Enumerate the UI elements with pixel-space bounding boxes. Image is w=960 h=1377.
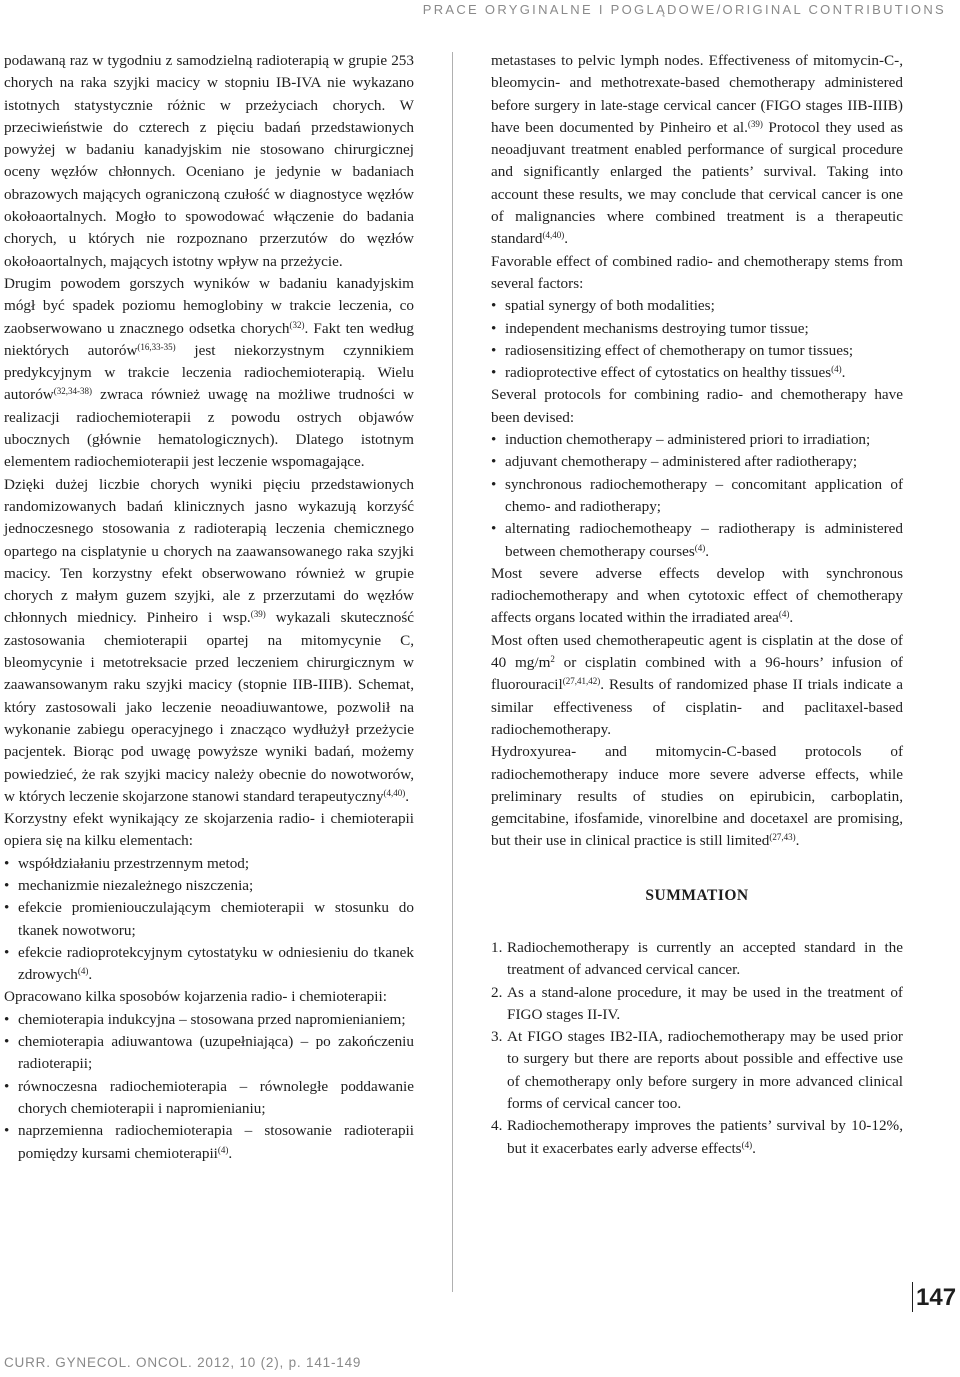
list-item: • radioprotective effect of cytostatics on healthy tissues$^{(4)}$. — [491, 362, 903, 384]
paragraph: Favorable effect of combined radio- and chemotherapy stems from several factors: — [491, 252, 903, 292]
list-item: • współdziałaniu przestrzennym metod; — [4, 853, 414, 875]
footer-citation: CURR. GYNECOL. ONCOL. 2012, 10 (2), p. 141-149 — [4, 1355, 362, 1370]
list-item: • synchronous radiochemotherapy – concomitant application of chemo- and radiotherapy; — [491, 474, 903, 519]
column-divider — [452, 52, 453, 1292]
list-item: • chemioterapia indukcyjna – stosowana przed napromienianiem; — [4, 1009, 414, 1031]
paragraph: Most severe adverse effects develop with synchronous radiochemotherapy and when cytotoxic effect of chemotherapy affects organs located within the irradiated area$^{(4)}$. — [491, 564, 903, 627]
page-number-rule — [912, 1282, 913, 1312]
right-column — [491, 50, 903, 1160]
list-item: • radiosensitizing effect of chemotherapy on tumor tissues; — [491, 340, 903, 362]
list-item: • równoczesna radiochemioterapia – równoległe poddawanie chorych chemioterapii i napromienianiu; — [4, 1076, 414, 1121]
list-item: • chemioterapia adiuwantowa (uzupełniająca) – po zakończeniu radioterapii; — [4, 1031, 414, 1076]
list-item: 4. Radiochemotherapy improves the patients’ survival by 10-12%, but it exacerbates early adverse effects$^{(4)}$. — [491, 1117, 903, 1157]
paragraph: Several protocols for combining radio- and chemotherapy have been devised: — [491, 386, 903, 426]
list-item: • mechanizmie niezależnego niszczenia; — [4, 875, 414, 897]
paragraph: Opracowano kilka sposobów kojarzenia radio- i chemioterapii: — [4, 988, 387, 1006]
section-heading: SUMMATION — [645, 886, 749, 904]
list-item: • independent mechanisms destroying tumor tissue; — [491, 318, 903, 340]
list-item: 2. As a stand-alone procedure, it may be used in the treatment of FIGO stages II-IV. — [491, 983, 903, 1023]
section-label: PRACE ORYGINALNE I POGLĄDOWE/ORIGINAL CONTRIBUTIONS — [422, 2, 946, 17]
list-item: • induction chemotherapy – administered priori to irradiation; — [491, 429, 903, 451]
paragraph: metastases to pelvic lymph nodes. Effectiveness of mitomycin-C-, bleomycin- and methotrexate-based chemotherapy administered before surgery in late-stage cervical cancer (FIGO stages IIB-IIIB) have been documented by Pinheiro et al.$^{(39)}$ Protocol they used as neoadjuvant treatment enabled performance of surgical procedure and significantly enlarged the patients’ survival. Taking into account these results, we may conclude that cervical cancer is one of malignancies where combined treatment is a therapeutic standard$^{(4,40)}$. — [491, 52, 903, 248]
list-item: 3. At FIGO stages IB2-IIA, radiochemotherapy may be used prior to surgery but there are reports about possible and effective use of chemotherapy only before surgery in more advanced clinical forms of cervical cancer too. — [491, 1028, 903, 1113]
paragraph: Most often used chemotherapeutic agent is cisplatin at the dose of 40 $mg/m^2$ or cisplatin combined with a 96-hours’ infusion of fluorouracil$^{(27,41,42)}$. Results of randomized phase II trials indicate a similar effectiveness of cisplatin- and paclitaxel-based radiochemotherapy. — [491, 631, 903, 738]
bullet-list — [491, 295, 903, 384]
paragraph: Korzystny efekt wynikający ze skojarzenia radio- i chemioterapii opiera się na kilku elementach: — [4, 810, 414, 850]
list-item: • efekcie radioprotekcyjnym cytostatyku w odniesieniu do tkanek zdrowych$^{(4)}$. — [4, 942, 414, 987]
left-column — [4, 50, 414, 1165]
list-item: • spatial synergy of both modalities; — [491, 295, 903, 317]
bullet-list — [4, 853, 414, 987]
page-number: 147 — [916, 1284, 957, 1311]
numbered-list — [491, 937, 903, 1160]
running-header — [0, 0, 960, 22]
list-item: • alternating radiochemotheapy – radiotherapy is administered between chemotherapy courses$^{(4)}$. — [491, 518, 903, 563]
list-item: • efekcie promieniouczulającym chemioterapii w stosunku do tkanek nowotworu; — [4, 897, 414, 942]
paragraph: Drugim powodem gorszych wyników w badaniu kanadyjskim mógł być spadek poziomu hemoglobiny w trakcie leczenia, co zaobserwowano u znacznego odsetka chorych$^{(32)}$. Fakt ten według niektórych autorów$^{(16,33-35)}$ jest niekorzystnym czynnikiem predykcyjnym w trakcie leczenia radiochemioterapią. Wielu autorów$^{(32,34-38)}$ zwraca również uwagę na możliwe trudności w realizacji radiochemioterapii z powodu ostrych objawów ubocznych (głównie hematologicznych). Dlatego istotnym elementem radiochemioterapii jest leczenie wspomagające. — [4, 274, 414, 471]
bullet-list — [491, 429, 903, 563]
list-item: • naprzemienna radiochemioterapia – stosowanie radioterapii pomiędzy kursami chemioterapii$^{(4)}$. — [4, 1120, 414, 1165]
paragraph: Hydroxyurea- and mitomycin-C-based protocols of radiochemotherapy induce more severe adverse effects, while preliminary results of studies on epirubicin, carboplatin, gemcitabine, ifosfamide, vinorelbine and docetaxel are promising, but their use in clinical practice is still limited$^{(27,43)}$. — [491, 743, 903, 850]
paragraph: Dzięki dużej liczbie chorych wyniki pięciu przedstawionych randomizowanych badań klinicznych jasno wykazują korzyść jednoczesnego stosowania z radioterapią leczenia chemicznego opartego na cisplatynie u chorych na zaawansowanego raka szyjki macicy. Ten korzystny efekt obserwowano również w grupie chorych z małym guzem szyjki, ale z przerzutami do węzłów chłonnych miednicy. Pinheiro i wsp.$^{(39)}$ wykazali skuteczność zastosowania chemioterapii opartej na mitomycynie C, bleomycynie i metotreksacie przed leczeniem chirurgicznym w zaawansowanym raku szyjki macicy (stopnie IIB-IIIB). Schemat, który zastosowali jako leczenie neoadiuwantowe, pozwolił na wykonanie zabiegu operacyjnego i znacząco wydłużył przeżycie pacjentek. Biorąc pod uwagę powyższe wyniki badań, możemy powiedzieć, że rak szyjki macicy należy obecnie do nowotworów, w których leczenie skojarzone stanowi standard terapeutyczny$^{(4,40)}$. — [4, 475, 414, 805]
paragraph: podawaną raz w tygodniu z samodzielną radioterapią w grupie 253 chorych na raka szyjki macicy w stopniu IB-IVA nie wykazano istotnych statystycznie różnic w przeżyciach chorych. W przeciwieństwie do czterech z pięciu badań przedstawionych powyżej w badaniu kanadyjskim nie stosowano chirurgicznej oceny węzłów chłonnych. Oceniano je jedynie w badaniach obrazowych mających ograniczoną czułość w diagnostyce węzłów okołoaortalnych. Mogło to spowodować włączenie do badania chorych, u których nie rozpoznano przerzutów do węzłów okołoaortalnych, mających istotny wpływ na przeżycie. — [4, 52, 414, 270]
list-item: 1. Radiochemotherapy is currently an accepted standard in the treatment of advanced cervical cancer. — [491, 938, 903, 979]
bullet-list — [4, 1009, 414, 1165]
list-item: • adjuvant chemotherapy – administered after radiotherapy; — [491, 451, 903, 473]
